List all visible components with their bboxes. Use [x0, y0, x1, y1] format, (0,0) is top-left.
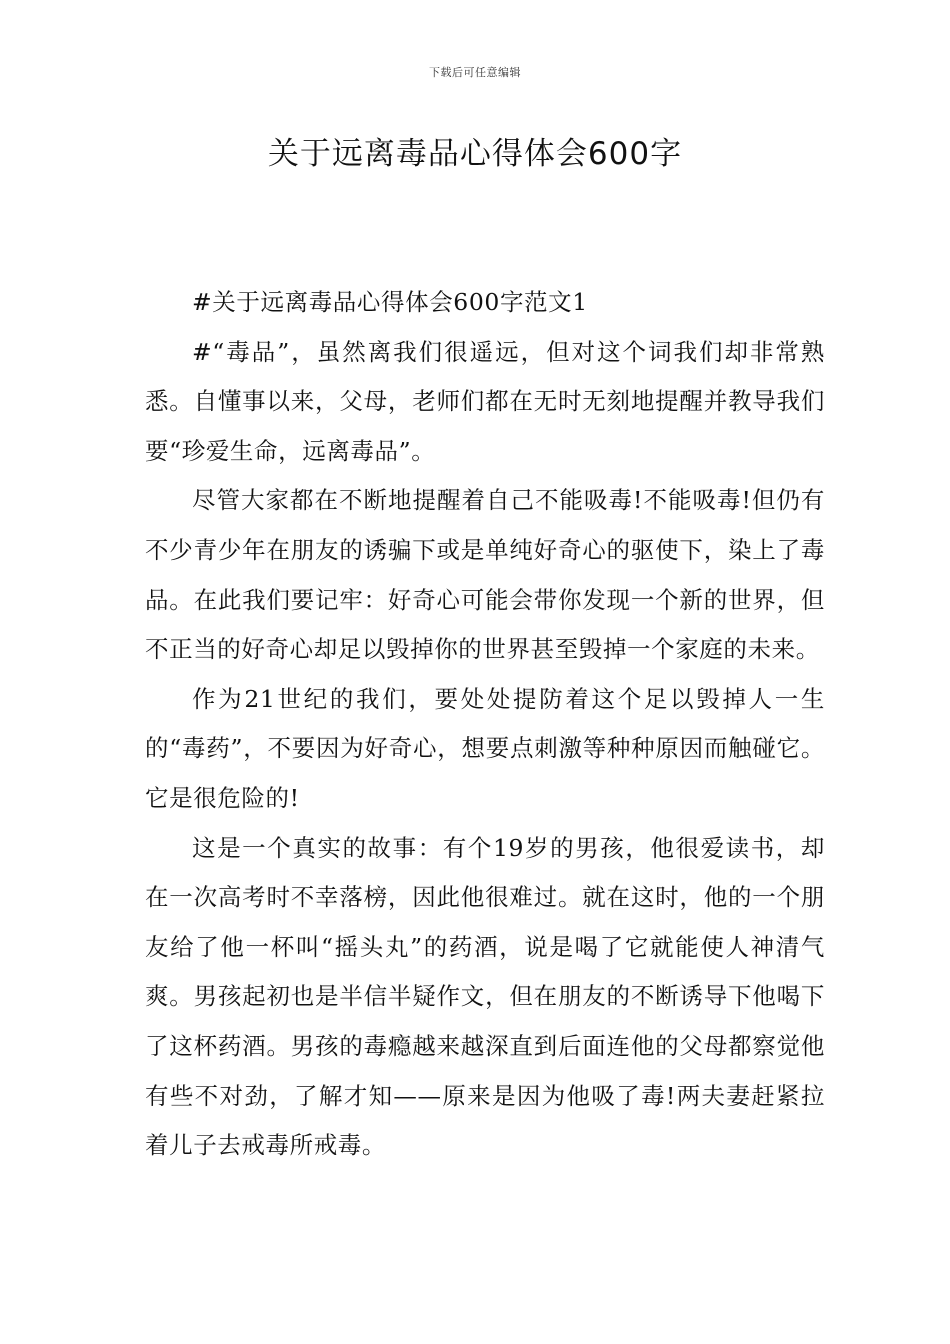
- document-body: [145, 278, 825, 1171]
- paragraph-subtitle: #关于远离毒品心得体会600字范文1: [192, 288, 588, 316]
- document-title: 关于远离毒品心得体会600字: [267, 136, 683, 172]
- paragraph: 这是一个真实的故事：有个19岁的男孩，他很爱读书，却在一次高考时不幸落榜，因此他很难过。就在这时，他的一个朋友给了他一杯叫“摇头丸”的药酒，说是喝了它就能使人神清气爽。男孩起初也是半信半疑作文，但在朋友的不断诱导下他喝下了这杯药酒。男孩的毒瘾越来越深直到后面连他的父母都察觉他有些不对劲，了解才知——原来是因为他吸了毒!两夫妻赶紧拉着儿子去戒毒所戒毒。: [145, 833, 825, 1160]
- paragraph: #“毒品”，虽然离我们很遥远，但对这个词我们却非常熟悉。自懂事以来，父母，老师们都在无时无刻地提醒并教导我们要“珍爱生命，远离毒品”。: [145, 337, 825, 465]
- paragraph: 作为21世纪的我们，要处处提防着这个足以毁掉人一生的“毒药”，不要因为好奇心，想要点刺激等种种原因而触碰它。它是很危险的!: [145, 684, 825, 812]
- header-note: 下载后可任意编辑: [429, 66, 521, 79]
- paragraph: 尽管大家都在不断地提醒着自己不能吸毒!不能吸毒!但仍有不少青少年在朋友的诱骗下或是单纯好奇心的驱使下，染上了毒品。在此我们要记牢：好奇心可能会带你发现一个新的世界，但不正当的好奇心却足以毁掉你的世界甚至毁掉一个家庭的未来。: [145, 486, 825, 664]
